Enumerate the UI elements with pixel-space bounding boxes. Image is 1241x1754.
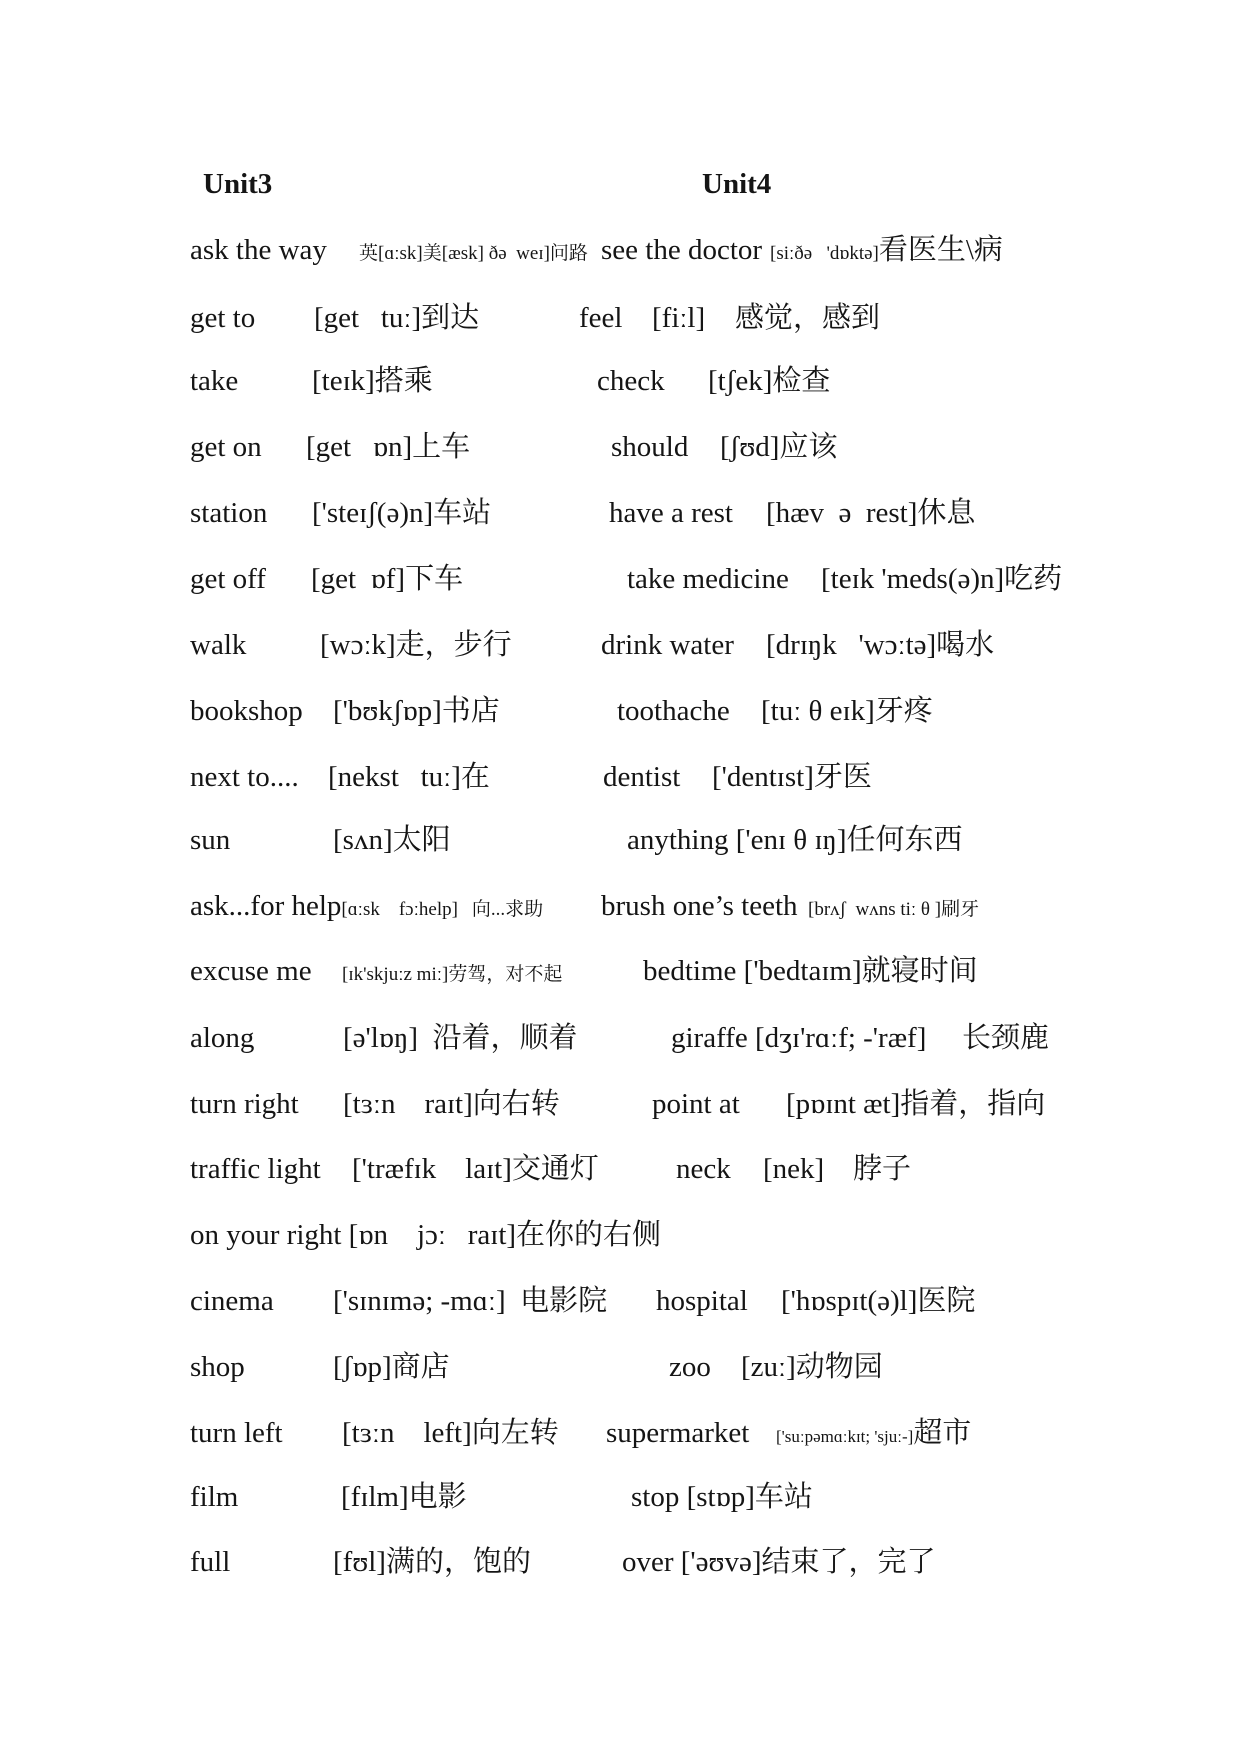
unit3-word: film — [190, 1481, 239, 1513]
unit4-phonetic-cell — [808, 889, 979, 927]
unit4-phonetic: [ʃʊd]应该 — [720, 431, 838, 463]
vocab-row — [0, 823, 1241, 857]
unit3-word: turn right — [190, 1088, 299, 1120]
unit3-word: station — [190, 497, 268, 529]
unit3-phonetic: [ə'lɒŋ] 沿着，顺着 — [343, 1022, 578, 1054]
unit4-phonetic: [zuː]动物园 — [741, 1351, 883, 1383]
unit3-word: excuse me — [190, 955, 312, 987]
unit4-phonetic: [pɒɪnt æt]指着，指向 — [786, 1088, 1046, 1120]
unit4-phonetic: ['suːpəmɑːkɪt; 'sjuː-] — [776, 1427, 914, 1446]
vocab-row — [0, 1087, 1241, 1121]
unit4-word: should — [611, 431, 689, 463]
unit4-phonetic: [teɪk 'meds(ə)n]吃药 — [821, 563, 1063, 595]
vocab-row — [0, 889, 1241, 923]
unit3-word: ask...for help — [190, 890, 342, 922]
unit4-word: brush one’s teeth — [601, 890, 798, 922]
unit3-phonetic: [ɪk'skjuːz miː]劳驾，对不起 — [342, 964, 563, 985]
unit3-word: get on — [190, 431, 262, 463]
vocab-row — [0, 1152, 1241, 1186]
unit3-meaning: 向...求助 — [471, 899, 544, 920]
unit4-phonetic: [fiːl] — [652, 302, 706, 334]
unit4-word: neck — [676, 1153, 731, 1185]
unit3-phonetic: ['træfɪk laɪt]交通灯 — [352, 1153, 599, 1185]
unit3-phonetic: ['steɪʃ(ə)n]车站 — [312, 497, 492, 529]
vocab-row — [0, 1350, 1241, 1384]
unit3-phonetic: [fɪlm]电影 — [341, 1481, 467, 1513]
unit4-phonetic: [tʃek]检查 — [708, 365, 831, 397]
unit3-word: turn left — [190, 1417, 283, 1449]
vocab-row — [0, 1416, 1241, 1450]
vocab-row — [0, 364, 1241, 398]
unit3-phonetic: [nekst tuː]在 — [328, 761, 490, 793]
unit3-phonetic: [tɜːn raɪt]向右转 — [343, 1088, 560, 1120]
unit3-word: cinema — [190, 1285, 274, 1317]
vocab-row — [0, 760, 1241, 794]
vocab-row — [0, 1480, 1241, 1514]
unit4-word: toothache — [617, 695, 730, 727]
unit4-phonetic-cell — [776, 1416, 971, 1454]
unit4-meaning: 感觉，感到 — [735, 302, 881, 334]
unit4-phonetic: [tuː θ eɪk]牙疼 — [761, 695, 933, 727]
unit4-meaning: 长颈鹿 — [962, 1022, 1050, 1054]
unit4-word: take medicine — [627, 563, 789, 595]
unit3-phonetic: [get ɒn]上车 — [306, 431, 471, 463]
unit4-word: hospital — [656, 1285, 748, 1317]
unit3-word: ask the way — [190, 234, 327, 266]
unit4-meaning: 脖子 — [853, 1153, 912, 1185]
vocab-row — [0, 1218, 1241, 1252]
unit3-word: along — [190, 1022, 255, 1054]
unit3-word: next to.... — [190, 761, 299, 793]
unit3-word: get to — [190, 302, 256, 334]
unit3-word: shop — [190, 1351, 245, 1383]
unit4-word: feel — [579, 302, 623, 334]
unit3-word: walk — [190, 629, 247, 661]
unit-header-row — [0, 167, 1241, 201]
unit4-word: have a rest — [609, 497, 733, 529]
unit3-phonetic: ['sɪnɪmə; -mɑː] 电影院 — [333, 1285, 608, 1317]
unit3-word: traffic light — [190, 1153, 321, 1185]
unit4-word: drink water — [601, 629, 734, 661]
unit4-word: over ['əʊvə]结束了，完了 — [622, 1546, 936, 1578]
unit3-phonetic: [get ɒf]下车 — [311, 563, 464, 595]
unit4-phonetic-cell — [770, 233, 1003, 271]
unit3-heading: Unit3 — [203, 168, 273, 200]
unit4-phonetic: ['hɒspɪt(ə)l]医院 — [781, 1285, 976, 1317]
unit3-entry-cell — [190, 889, 543, 927]
vocab-row — [0, 562, 1241, 596]
unit4-word: dentist — [603, 761, 681, 793]
vocab-row — [0, 496, 1241, 530]
unit3-phonetic: [sʌn]太阳 — [333, 824, 451, 856]
vocab-row — [0, 954, 1241, 988]
vocab-row — [0, 301, 1241, 335]
vocab-row — [0, 628, 1241, 662]
vocab-row — [0, 1021, 1241, 1055]
unit4-word: supermarket — [606, 1417, 750, 1449]
unit4-meaning: 看医生\病 — [878, 234, 1003, 266]
unit4-phonetic: ['dentɪst]牙医 — [712, 761, 872, 793]
unit3-phonetic: [wɔːk]走，步行 — [320, 629, 512, 661]
unit4-word: point at — [652, 1088, 740, 1120]
unit4-word: zoo — [669, 1351, 711, 1383]
unit4-word: check — [597, 365, 665, 397]
unit3-word: full — [190, 1546, 231, 1578]
unit3-phonetic: [teɪk]搭乘 — [312, 365, 433, 397]
unit4-phonetic: [siːðə 'dɒktə] — [770, 243, 879, 264]
unit3-phonetic: [get tuː]到达 — [314, 302, 480, 334]
unit4-word: anything ['enɪ θ ɪŋ]任何东西 — [627, 824, 963, 856]
unit4-phonetic: [hæv ə rest]休息 — [766, 497, 976, 529]
unit3-word: bookshop — [190, 695, 303, 727]
unit4-phonetic: [brʌʃ wʌns tiː θ ]刷牙 — [808, 899, 980, 920]
unit3-phonetic: [ɑːsk fɔːhelp] — [341, 899, 458, 920]
unit3-word: get off — [190, 563, 266, 595]
unit4-word: bedtime ['bedtaɪm]就寝时间 — [643, 955, 978, 987]
unit3-phonetic: 英[ɑːsk]美[æsk] ðə weɪ]问路 — [359, 243, 588, 264]
vocab-row — [0, 1284, 1241, 1318]
unit3-word: sun — [190, 824, 231, 856]
unit4-word: see the doctor — [601, 234, 763, 266]
unit4-heading: Unit4 — [702, 168, 772, 200]
unit3-word: on your right [ɒn jɔː raɪt]在你的右侧 — [190, 1219, 662, 1251]
unit4-phonetic: [drɪŋk 'wɔːtə]喝水 — [766, 629, 995, 661]
unit3-phonetic: [fʊl]满的，饱的 — [333, 1546, 531, 1578]
vocab-row — [0, 233, 1241, 267]
unit4-word: stop [stɒp]车站 — [631, 1481, 813, 1513]
unit3-phonetic: [ʃɒp]商店 — [333, 1351, 450, 1383]
unit4-word: giraffe [dʒɪ'rɑːf; -'ræf] — [671, 1022, 927, 1054]
vocab-row — [0, 1545, 1241, 1579]
unit3-phonetic-cell — [359, 233, 588, 271]
unit3-phonetic: ['bʊkʃɒp]书店 — [333, 695, 500, 727]
unit3-word: take — [190, 365, 239, 397]
vocab-row — [0, 694, 1241, 728]
vocab-row — [0, 430, 1241, 464]
unit4-phonetic: [nek] — [763, 1153, 825, 1185]
unit4-meaning: 超市 — [913, 1417, 972, 1449]
unit3-phonetic: [tɜːn left]向左转 — [342, 1417, 559, 1449]
unit3-phonetic-cell — [342, 954, 562, 992]
